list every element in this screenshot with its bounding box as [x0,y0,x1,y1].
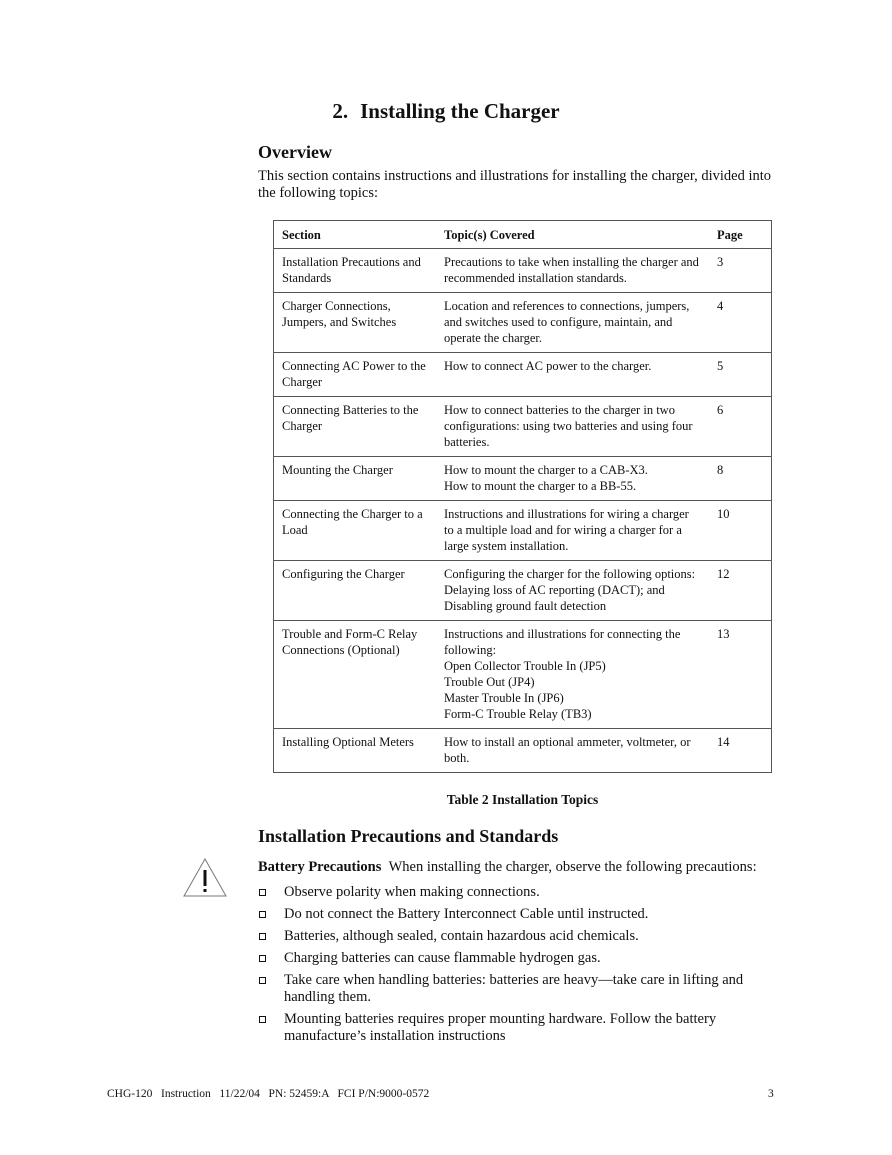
topic-line: How to connect batteries to the charger in two configurations: using two batteries and using four batteries. [444,403,693,449]
installation-topics-table [273,220,772,773]
topic-line: Location and references to connections, jumpers, and switches used to configure, maintain, and operate the charger. [444,299,690,345]
battery-precautions-intro [258,859,778,876]
overview-heading: Overview [258,142,332,162]
table-row [274,249,772,293]
cell-section: Trouble and Form-C Relay Connections (Optional) [274,621,437,729]
checkbox-bullet-icon [259,889,266,896]
cell-section: Connecting AC Power to the Charger [274,353,437,397]
chapter-number: 2. [332,99,349,123]
battery-precautions-label: Battery Precautions [258,859,382,875]
header-topics: Topic(s) Covered [436,221,709,249]
cell-section: Charger Connections, Jumpers, and Switches [274,293,437,353]
warning-triangle-icon [183,858,227,898]
cell-page: 8 [709,457,772,501]
topic-line: How to mount the charger to a CAB-X3. [444,463,648,477]
cell-section: Installation Precautions and Standards [274,249,437,293]
table-row [274,729,772,773]
checkbox-bullet-icon [259,933,266,940]
cell-topics [436,457,709,501]
precautions-heading: Installation Precautions and Standards [258,826,559,846]
cell-topics [436,249,709,293]
list-item-text: Do not connect the Battery Interconnect Cable until instructed. [284,906,649,922]
topic-line: How to connect AC power to the charger. [444,359,652,373]
table-row [274,457,772,501]
table-row [274,561,772,621]
chapter-title [0,99,892,124]
topic-line: Delaying loss of AC reporting (DACT); and [444,583,665,597]
topic-line: Configuring the charger for the following options: [444,567,696,581]
cell-page: 14 [709,729,772,773]
topic-line: How to mount the charger to a BB-55. [444,479,637,493]
list-item [258,972,778,1006]
list-item [258,884,778,901]
cell-topics [436,353,709,397]
cell-topics [436,729,709,773]
list-item-text: Mounting batteries requires proper mounting hardware. Follow the battery manufacture’s installation instructions [284,1011,717,1044]
cell-page: 10 [709,501,772,561]
topic-line: Instructions and illustrations for connecting the following: [444,627,681,657]
footer-doc-info: CHG-120 Instruction 11/22/04 PN: 52459:A FCI P/N:9000-0572 [107,1088,430,1100]
cell-page: 4 [709,293,772,353]
list-item [258,906,778,923]
list-item [258,950,778,967]
cell-topics [436,561,709,621]
table-caption: Table 2 Installation Topics [446,792,599,807]
checkbox-bullet-icon [259,911,266,918]
cell-topics [436,293,709,353]
cell-page: 5 [709,353,772,397]
list-item-text: Observe polarity when making connections. [284,884,540,900]
cell-topics [436,501,709,561]
checkbox-bullet-icon [259,977,266,984]
cell-page: 6 [709,397,772,457]
cell-page: 3 [709,249,772,293]
cell-section: Connecting the Charger to a Load [274,501,437,561]
table-header-row [274,221,772,249]
header-section: Section [274,221,437,249]
list-item [258,928,778,945]
cell-section: Mounting the Charger [274,457,437,501]
topic-line: Instructions and illustrations for wiring a charger to a multiple load and for wiring a charger for a large system installation. [444,507,689,553]
topic-line: Disabling ground fault detection [444,599,607,613]
topic-line: Trouble Out (JP4) [444,675,535,689]
cell-topics [436,621,709,729]
table-row [274,353,772,397]
overview-text: This section contains instructions and illustrations for installing the charger, divided into the following topics: [258,168,772,201]
cell-page: 13 [709,621,772,729]
table-row [274,397,772,457]
table-row [274,293,772,353]
list-item [258,1011,778,1045]
cell-page: 12 [709,561,772,621]
list-item-text: Batteries, although sealed, contain hazardous acid chemicals. [284,928,639,944]
topic-line: Open Collector Trouble In (JP5) [444,659,606,673]
list-item-text: Charging batteries can cause flammable hydrogen gas. [284,950,601,966]
checkbox-bullet-icon [259,955,266,962]
topic-line: Form-C Trouble Relay (TB3) [444,707,592,721]
topic-line: Precautions to take when installing the charger and recommended installation standards. [444,255,699,285]
precautions-list [258,884,778,1050]
cell-section: Connecting Batteries to the Charger [274,397,437,457]
battery-precautions-text: When installing the charger, observe the following precautions: [388,859,757,875]
checkbox-bullet-icon [259,1016,266,1023]
table-row [274,501,772,561]
cell-section: Installing Optional Meters [274,729,437,773]
cell-topics [436,397,709,457]
topic-line: Master Trouble In (JP6) [444,691,564,705]
topic-line: How to install an optional ammeter, voltmeter, or both. [444,735,691,765]
chapter-title-text: Installing the Charger [360,99,560,123]
list-item-text: Take care when handling batteries: batteries are heavy—take care in lifting and handling them. [284,972,744,1005]
table-body [274,249,772,773]
footer-page-number: 3 [768,1088,774,1100]
header-page: Page [709,221,772,249]
table-row [274,621,772,729]
cell-section: Configuring the Charger [274,561,437,621]
